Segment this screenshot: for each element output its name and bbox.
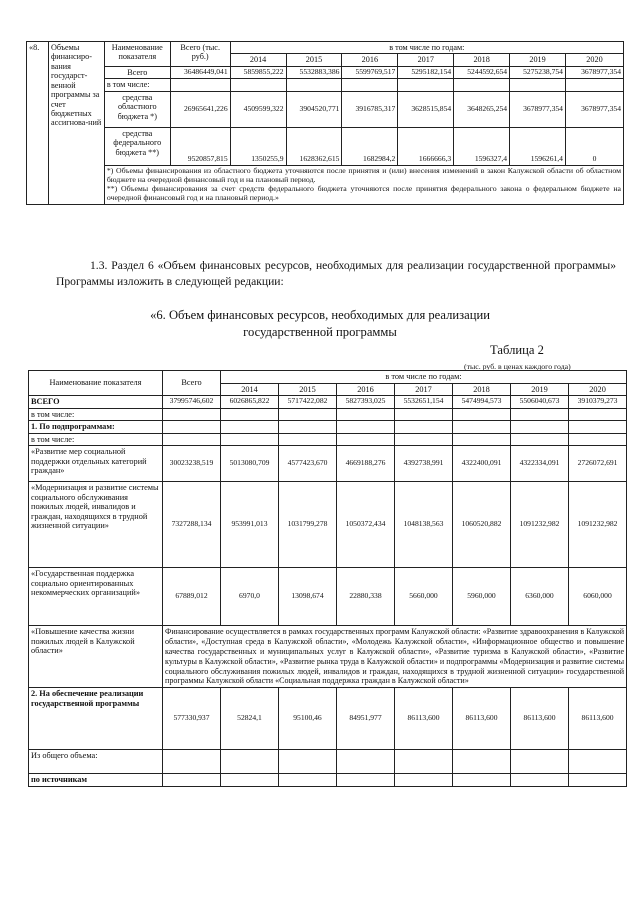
- cell-value: 4322334,091: [511, 446, 569, 482]
- financing-table: [28, 370, 627, 787]
- cell-value: 5244592,654: [454, 66, 510, 78]
- cell-total: 67889,012: [163, 568, 221, 626]
- year-header: 2019: [510, 54, 566, 66]
- cell-value: 1350255,9: [230, 127, 286, 165]
- cell-value: 6060,000: [569, 568, 627, 626]
- table-units: (тыс. руб. в ценах каждого года): [464, 362, 571, 371]
- cell-value: 4577423,670: [279, 446, 337, 482]
- year-header: 2016: [342, 54, 398, 66]
- row-label: «Развитие мер социальной поддержки отдельных категорий граждан»: [29, 446, 163, 482]
- cell-total: 26965641,226: [170, 91, 230, 127]
- cell-value: 3678977,354: [510, 91, 566, 127]
- row-label: в том числе:: [29, 433, 163, 446]
- cell-value: 22880,338: [337, 568, 395, 626]
- cell-value: 6970,0: [221, 568, 279, 626]
- cell-value: 3678977,354: [565, 66, 623, 78]
- row-label: Из общего объема:: [29, 750, 163, 774]
- cell-value: 5506040,673: [511, 396, 569, 409]
- row-label: средства федерального бюджета **): [104, 127, 170, 165]
- heading-line-2: государственной программы: [243, 325, 397, 339]
- year-header: 2018: [453, 383, 511, 396]
- cell-value: 6026865,822: [221, 396, 279, 409]
- program-passport-table: [26, 41, 624, 205]
- cell-value: 3904520,771: [286, 91, 342, 127]
- row-label: 1. По подпрограммам:: [29, 421, 163, 434]
- cell-value: 953991,013: [221, 482, 279, 568]
- cell-value: 3910379,273: [569, 396, 627, 409]
- cell-value: 5827393,025: [337, 396, 395, 409]
- year-header: 2017: [398, 54, 454, 66]
- row-label: в том числе:: [104, 79, 170, 91]
- table-row: [27, 165, 624, 204]
- year-header: 2020: [565, 54, 623, 66]
- row-label: «Государственная поддержка социально ориентированных некоммерческих организаций»: [29, 568, 163, 626]
- cell-value: 1031799,278: [279, 482, 337, 568]
- cell-value: 86113,600: [453, 688, 511, 750]
- cell-value: 95100,46: [279, 688, 337, 750]
- cell-total: 37995746,602: [163, 396, 221, 409]
- cell-value: 1091232,982: [569, 482, 627, 568]
- table-row: [27, 127, 624, 165]
- cell-value: 86113,600: [395, 688, 453, 750]
- heading-line-1: «6. Объем финансовых ресурсов, необходимых для реализации: [150, 308, 490, 322]
- year-header: 2015: [286, 54, 342, 66]
- cell-value: 5295182,154: [398, 66, 454, 78]
- table-number: Таблица 2: [490, 343, 544, 357]
- cell-value: 4669188,276: [337, 446, 395, 482]
- cell-value: 5859855,222: [230, 66, 286, 78]
- cell-value: 5013080,709: [221, 446, 279, 482]
- cell-value: 5599769,517: [342, 66, 398, 78]
- table-row: [29, 568, 627, 626]
- col-header-years: в том числе по годам:: [221, 371, 627, 384]
- cell-value: 86113,600: [569, 688, 627, 750]
- row-label: в том числе:: [29, 408, 163, 421]
- cell-value: 1628362,615: [286, 127, 342, 165]
- cell-value: 5532883,386: [286, 66, 342, 78]
- table-row: [29, 750, 627, 774]
- cell-value: 1596261,4: [510, 127, 566, 165]
- cell-value: 5717422,082: [279, 396, 337, 409]
- cell-value: 2726072,691: [569, 446, 627, 482]
- table-row: [29, 433, 627, 446]
- section-label: Объемы финансиро-вания государст-венной программы за счет бюджетных ассигнова-ний: [48, 42, 104, 205]
- cell-total: 9520857,815: [170, 127, 230, 165]
- col-header-total: Всего (тыс. руб.): [170, 42, 230, 67]
- cell-value: 6360,000: [511, 568, 569, 626]
- table-row: [29, 774, 627, 787]
- cell-value: 5532651,154: [395, 396, 453, 409]
- cell-value: 1682984,2: [342, 127, 398, 165]
- year-header: 2014: [221, 383, 279, 396]
- cell-value: 1091232,982: [511, 482, 569, 568]
- table-row: [29, 626, 627, 688]
- cell-total: 577330,937: [163, 688, 221, 750]
- row-label: 2. На обеспечение реализации государственной программы: [29, 688, 163, 750]
- cell-value: 5960,000: [453, 568, 511, 626]
- table-row: [29, 482, 627, 568]
- cell-value: 52824,1: [221, 688, 279, 750]
- year-header: 2014: [230, 54, 286, 66]
- footnote-regional: *) Объемы финансирования из областного бюджета уточняются после принятия и (или) внесения изменений в закон Калужской области об областном бюджете на очередной финансовый год и на плановый период.: [106, 165, 621, 184]
- cell-value: 4392738,991: [395, 446, 453, 482]
- section-heading: [120, 307, 520, 341]
- cell-value: 3628515,854: [398, 91, 454, 127]
- year-header: 2018: [454, 54, 510, 66]
- cell-value: 4509599,322: [230, 91, 286, 127]
- cell-value: 3648265,254: [454, 91, 510, 127]
- row-label: Всего: [104, 66, 170, 78]
- cell-value: 1048138,563: [395, 482, 453, 568]
- table-row: [29, 446, 627, 482]
- cell-value: 4322400,091: [453, 446, 511, 482]
- cell-value: 84951,977: [337, 688, 395, 750]
- cell-value: 1060520,882: [453, 482, 511, 568]
- cell-total: 30023238,519: [163, 446, 221, 482]
- col-header-name: Наименование показателя: [29, 371, 163, 396]
- table-row: [27, 91, 624, 127]
- table-row: [29, 421, 627, 434]
- table-row: [29, 396, 627, 409]
- amendment-paragraph: [56, 258, 616, 289]
- cell-value: 1596327,4: [454, 127, 510, 165]
- year-header: 2015: [279, 383, 337, 396]
- col-header-name: Наименование показателя: [104, 42, 170, 67]
- table-row: [29, 688, 627, 750]
- year-header: 2016: [337, 383, 395, 396]
- row-number: «8.: [27, 42, 49, 205]
- cell-value: 13098,674: [279, 568, 337, 626]
- year-header: 2019: [511, 383, 569, 396]
- year-header: 2020: [569, 383, 627, 396]
- table-row: [29, 408, 627, 421]
- table-row: [27, 79, 624, 91]
- cell-value: 5474994,573: [453, 396, 511, 409]
- footnote-federal: **) Объемы финансирования за счет средств федерального бюджета уточняются после принятия федерального закона о федеральном бюджете на очередной финансовый год и на плановый период.»: [106, 183, 621, 202]
- cell-value: 5275238,754: [510, 66, 566, 78]
- row-label: ВСЕГО: [29, 396, 163, 409]
- financing-note: Финансирование осуществляется в рамках государственных программ Калужской области: «Развитие здравоохранения в Калужской области», «Доступная среда в Калужской области», «Молодежь Калужской области», «Информационное общество и повышение качества государственных и муниципальных услуг в Калужской области», «Развитие туризма в Калужской области», «Развитие культуры в Калужской области», «Развитие рынка труда в Калужской области» и подпрограммы «Модернизация и развитие системы социального обслуживания пожилых людей, инвалидов и граждан, находящихся в трудной жизненной ситуации» государственной программы Калужской области «Социальная поддержка граждан в Калужской области»: [163, 626, 627, 688]
- cell-value: 1050372,434: [337, 482, 395, 568]
- cell-value: 3916785,317: [342, 91, 398, 127]
- row-label: средства областного бюджета *): [104, 91, 170, 127]
- cell-value: 5660,000: [395, 568, 453, 626]
- cell-value: 1666666,3: [398, 127, 454, 165]
- year-header: 2017: [395, 383, 453, 396]
- row-label: «Повышение качества жизни пожилых людей в Калужской области»: [29, 626, 163, 688]
- row-label: по источникам: [29, 774, 163, 787]
- cell-total: 7327288,134: [163, 482, 221, 568]
- cell-value: 3678977,354: [565, 91, 623, 127]
- col-header-total: Всего: [163, 371, 221, 396]
- col-header-years: в том числе по годам:: [230, 42, 623, 54]
- cell-total: 36486449,041: [170, 66, 230, 78]
- footnotes: [104, 165, 623, 204]
- row-label: «Модернизация и развитие системы социального обслуживания пожилых людей, инвалидов и граждан, находящихся в трудной жизненной ситуации»: [29, 482, 163, 568]
- cell-value: 0: [565, 127, 623, 165]
- cell-value: 86113,600: [511, 688, 569, 750]
- amendment-text: 1.3. Раздел 6 «Объем финансовых ресурсов, необходимых для реализации государственной программы» Программы изложить в следующей редакции:: [56, 259, 616, 288]
- table-row: [27, 66, 624, 78]
